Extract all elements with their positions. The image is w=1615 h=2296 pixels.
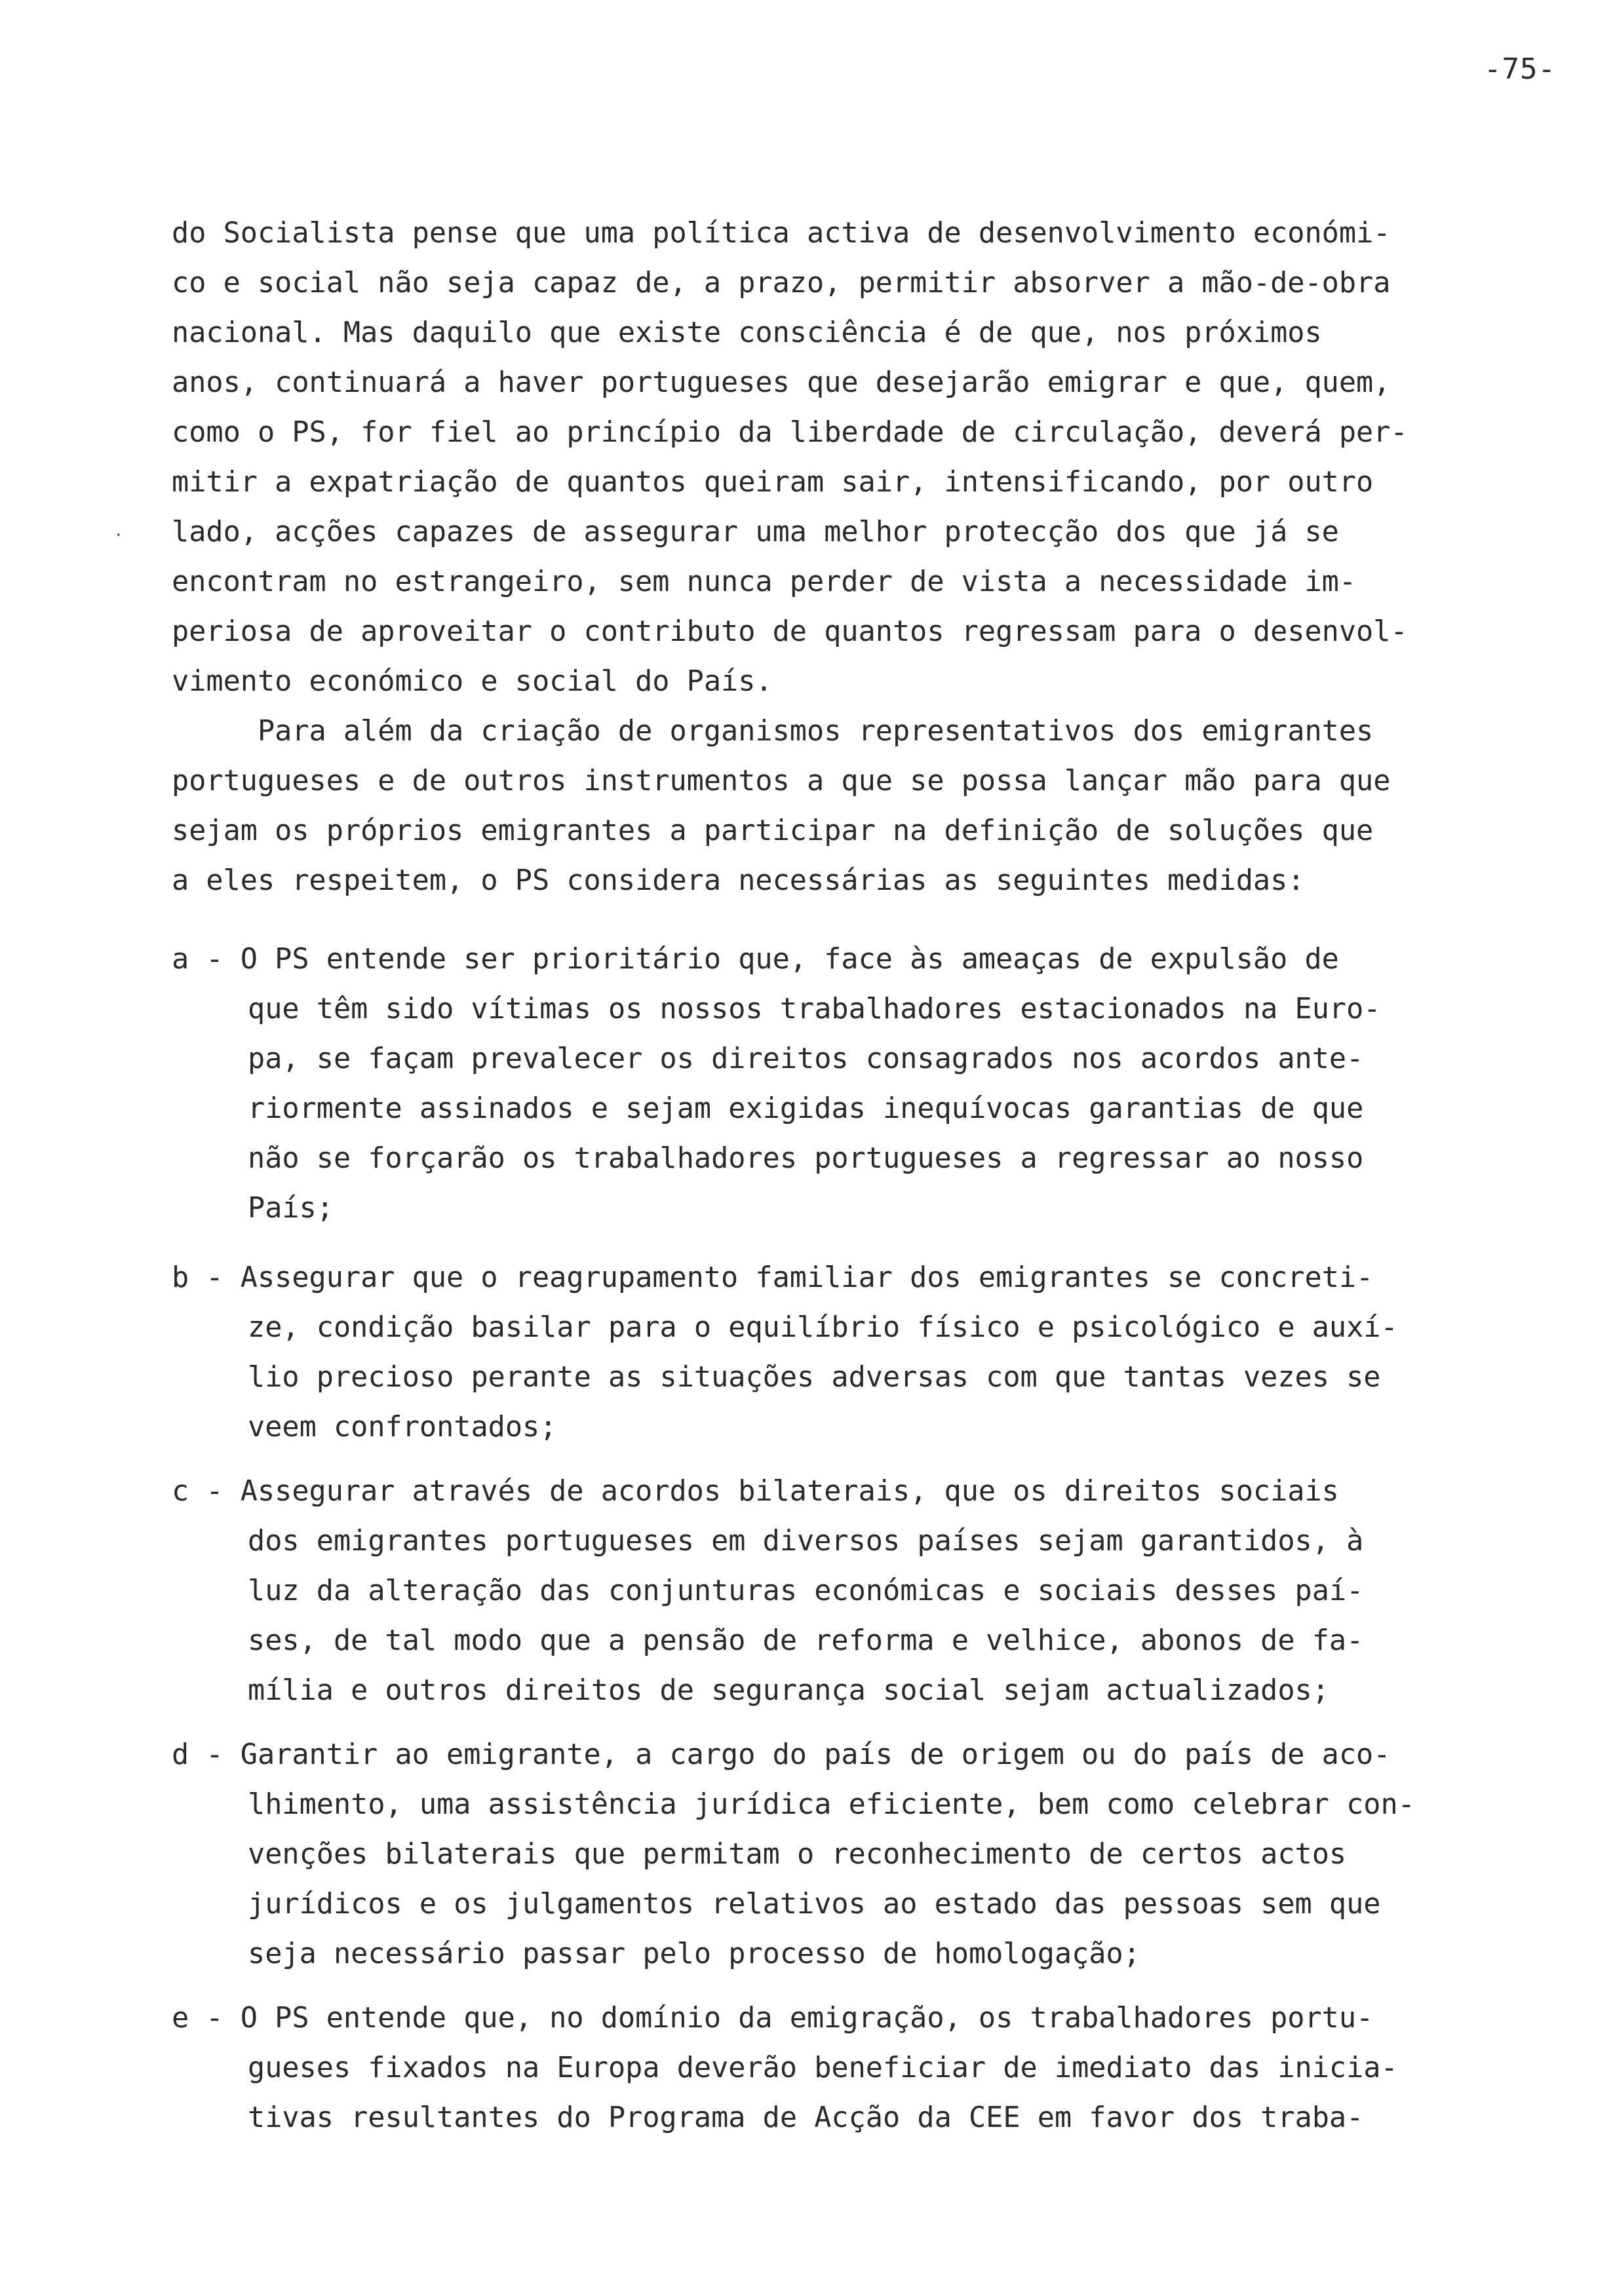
page-number: -75- bbox=[1484, 52, 1556, 86]
paragraph-line: Para além da criação de organismos representativos dos emigrantes bbox=[172, 715, 1374, 748]
list-item-line: riormente assinados e sejam exigidas inequívocas garantias de que bbox=[248, 1092, 1364, 1125]
paragraph-line: encontram no estrangeiro, sem nunca perder de vista a necessidade im- bbox=[172, 565, 1357, 598]
paragraph-2 bbox=[172, 706, 1601, 906]
paragraph-line: co e social não seja capaz de, a prazo, permitir absorver a mão-de-obra bbox=[172, 267, 1391, 299]
list-item-a-continuation bbox=[248, 984, 1598, 1233]
list-item-first-line: c - Assegurar através de acordos bilaterais, que os direitos sociais bbox=[172, 1475, 1339, 1508]
list-item-first-line: a - O PS entende ser prioritário que, face às ameaças de expulsão de bbox=[172, 943, 1339, 976]
paragraph-line: como o PS, for fiel ao princípio da liberdade de circulação, deverá per- bbox=[172, 416, 1408, 449]
paragraph-line: anos, continuará a haver portugueses que desejarão emigrar e que, quem, bbox=[172, 366, 1391, 399]
list-item-line: lhimento, uma assistência jurídica eficiente, bem como celebrar con- bbox=[248, 1788, 1415, 1821]
margin-mark: ‧ bbox=[115, 524, 122, 547]
list-item-line: veem confrontados; bbox=[248, 1411, 557, 1444]
list-item-line: venções bilaterais que permitam o reconhecimento de certos actos bbox=[248, 1838, 1347, 1871]
list-item-line: tivas resultantes do Programa de Acção da CEE em favor dos traba- bbox=[248, 2101, 1364, 2134]
list-item-line: seja necessário passar pelo processo de homologação; bbox=[248, 1938, 1140, 1970]
list-item-d bbox=[172, 1730, 1601, 1780]
list-item-line: mília e outros direitos de segurança social sejam actualizados; bbox=[248, 1674, 1329, 1707]
list-item-line: pa, se façam prevalecer os direitos consagrados nos acordos ante- bbox=[248, 1043, 1364, 1075]
list-item-d-continuation bbox=[248, 1780, 1598, 1979]
list-item-first-line: e - O PS entende que, no domínio da emigração, os trabalhadores portu- bbox=[172, 2002, 1374, 2035]
list-item-line: que têm sido vítimas os nossos trabalhadores estacionados na Euro- bbox=[248, 993, 1381, 1025]
paragraph-line: periosa de aproveitar o contributo de quantos regressam para o desenvol- bbox=[172, 615, 1408, 648]
list-item-e-continuation bbox=[248, 2043, 1598, 2143]
paragraph-line: lado, acções capazes de assegurar uma melhor protecção dos que já se bbox=[172, 516, 1339, 548]
paragraph-1 bbox=[172, 208, 1601, 706]
list-item-first-line: b - Assegurar que o reagrupamento familiar dos emigrantes se concreti- bbox=[172, 1261, 1374, 1294]
list-item-line: luz da alteração das conjunturas económicas e sociais desses paí- bbox=[248, 1575, 1364, 1607]
list-item-e bbox=[172, 1993, 1601, 2043]
list-item-b-continuation bbox=[248, 1303, 1598, 1452]
list-item-first-line: d - Garantir ao emigrante, a cargo do país de origem ou do país de aco- bbox=[172, 1738, 1391, 1771]
list-item-line: ze, condição basilar para o equilíbrio físico e psicológico e auxí- bbox=[248, 1311, 1398, 1344]
paragraph-line: portugueses e de outros instrumentos a que se possa lançar mão para que bbox=[172, 765, 1391, 797]
paragraph-line: sejam os próprios emigrantes a participar na definição de soluções que bbox=[172, 814, 1374, 847]
list-item-line: ses, de tal modo que a pensão de reforma e velhice, abonos de fa- bbox=[248, 1624, 1364, 1657]
list-item-line: jurídicos e os julgamentos relativos ao estado das pessoas sem que bbox=[248, 1888, 1381, 1921]
list-item-line: gueses fixados na Europa deverão beneficiar de imediato das inicia- bbox=[248, 2052, 1398, 2084]
list-item-b bbox=[172, 1253, 1601, 1303]
list-item-line: dos emigrantes portugueses em diversos países sejam garantidos, à bbox=[248, 1525, 1364, 1558]
list-item-c bbox=[172, 1466, 1601, 1516]
list-item-line: País; bbox=[248, 1192, 334, 1225]
list-item-line: lio precioso perante as situações adversas com que tantas vezes se bbox=[248, 1361, 1381, 1394]
paragraph-line: nacional. Mas daquilo que existe consciência é de que, nos próximos bbox=[172, 316, 1322, 349]
list-item-line: não se forçarão os trabalhadores portugueses a regressar ao nosso bbox=[248, 1142, 1364, 1175]
paragraph-line: vimento económico e social do País. bbox=[172, 665, 773, 698]
paragraph-line: a eles respeitem, o PS considera necessárias as seguintes medidas: bbox=[172, 864, 1305, 897]
paragraph-line: mitir a expatriação de quantos queiram sair, intensificando, por outro bbox=[172, 466, 1374, 499]
list-item-c-continuation bbox=[248, 1516, 1598, 1715]
list-item-a bbox=[172, 934, 1601, 984]
paragraph-line: do Socialista pense que uma política activa de desenvolvimento económi- bbox=[172, 217, 1391, 250]
